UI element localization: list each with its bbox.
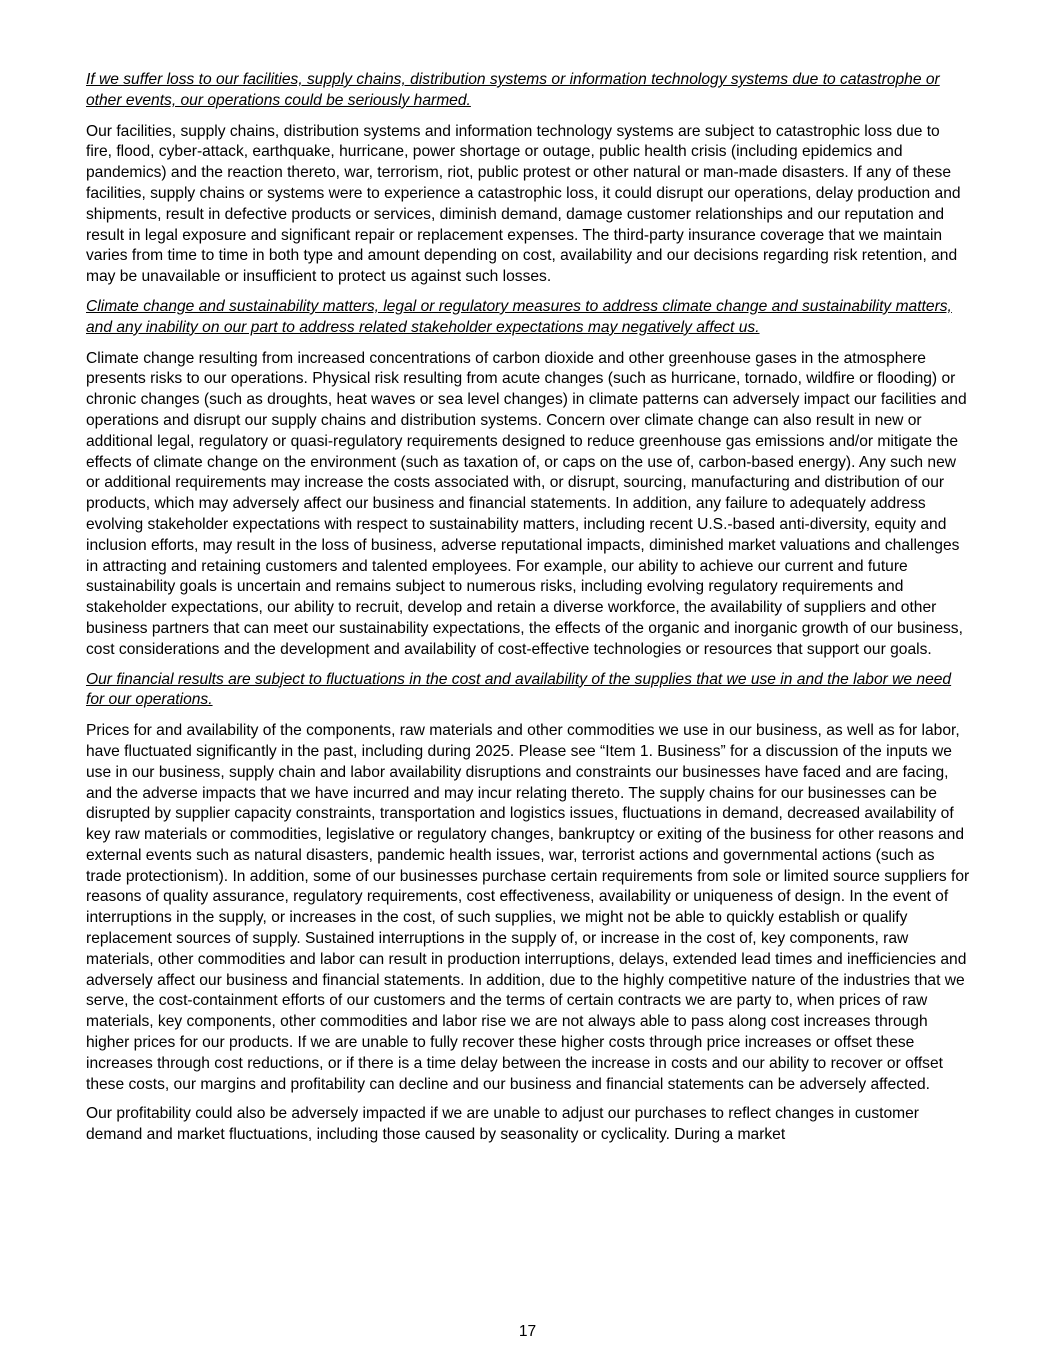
section-paragraph: Our profitability could also be adversely impacted if we are unable to adjust our purchases to reflect changes in customer demand and market fluctuations, including those caused by seasonality or cyclicality. During a market [86,1105,919,1144]
document-page [86,70,970,1146]
section-facilities-risk [86,70,970,288]
section-heading: If we suffer loss to our facilities, supply chains, distribution systems or information technology systems due to catastrophe or other events, our operations could be seriously harmed. [86,71,940,109]
section-paragraph: Prices for and availability of the components, raw materials and other commodities we use in our business, as well as for labor, have fluctuated significantly in the past, including during 2025. Please see “Item 1. Business” for a discussion of the inputs we use in our business, supply chain and labor availability disruptions and constraints our businesses have faced and are facing, and the adverse impacts that we have incurred and may incur relating thereto. The supply chains for our businesses can be disrupted by supplier capacity constraints, transportation and logistics issues, fluctuations in demand, decreased availability of key raw materials or commodities, legislative or regulatory changes, bankruptcy or exiting of the business for other reasons and external events such as natural disasters, pandemic health issues, war, terrorist actions and governmental actions (such as trade protectionism). In addition, some of our businesses purchase certain requirements from sole or limited source suppliers for reasons of quality assurance, regulatory requirements, cost effectiveness, availability or uniqueness of design. In the event of interruptions in the supply, or increases in the cost, of such supplies, we might not be able to quickly establish or qualify replacement sources of supply. Sustained interruptions in the supply of, or increase in the cost of, key components, raw materials, other commodities and labor can result in production interruptions, delays, extended lead times and inefficiencies and adversely affect our business and financial statements. In addition, due to the highly competitive nature of the industries that we serve, the cost-containment efforts of our customers and the terms of certain contracts we are party to, when prices of raw materials, key components, other commodities and labor rise we are not always able to pass along cost increases through higher prices for our products. If we are unable to fully recover these higher costs through price increases or offset these increases through cost reductions, or if there is a time delay between the increase in costs and our ability to recover or offset these costs, our margins and profitability can decline and our business and financial statements can be adversely affected. [86,722,970,1093]
section-climate-risk [86,297,970,661]
page-number: 17 [518,1323,537,1340]
section-heading: Our financial results are subject to fluctuations in the cost and availability of the supplies that we use in and the labor we need for our operations. [86,670,952,709]
section-paragraph: Our facilities, supply chains, distribution systems and information technology systems are subject to catastrophic loss due to fire, flood, cyber-attack, earthquake, hurricane, power shortage or outage, public health crisis (including epidemics and pandemics) and the reaction thereto, war, terrorism, riot, public protest or other natural or man-made disasters. If any of these facilities, supply chains or systems were to experience a catastrophic loss, it could disrupt our operations, delay production and shipments, result in defective products or services, diminish demand, damage customer relationships and our reputation and result in legal exposure and significant repair or replacement expenses. The third-party insurance coverage that we maintain varies from time to time in both type and amount depending on cost, availability and our decisions regarding risk retention, and may be unavailable or insufficient to protect us against such losses. [86,122,961,286]
section-paragraph: Climate change resulting from increased concentrations of carbon dioxide and other greenhouse gases in the atmosphere presents risks to our operations. Physical risk resulting from acute changes (such as hurricane, tornado, wildfire or flooding) or chronic changes (such as droughts, heat waves or sea level changes) in climate patterns can adversely impact our facilities and operations and disrupt our supply chains and distribution systems. Concern over climate change can also result in new or additional legal, regulatory or quasi-regulatory requirements designed to reduce greenhouse gas emissions and/or mitigate the effects of climate change on the environment (such as taxation of, or caps on the use of, carbon-based energy). Any such new or additional requirements may increase the costs associated with, or disrupt, sourcing, manufacturing and distribution of our products, which may adversely affect our business and financial statements. In addition, any failure to adequately address evolving stakeholder expectations with respect to sustainability matters, including recent U.S.-based anti-diversity, equity and inclusion efforts, may result in the loss of business, adverse reputational impacts, diminished market valuations and challenges in attracting and retaining customers and talented employees. For example, our ability to achieve our current and future sustainability goals is uncertain and remains subject to numerous risks, including evolving regulatory requirements and stakeholder expectations, our ability to recruit, develop and retain a diverse workforce, the availability of suppliers and other business partners that can meet our sustainability expectations, the effects of the organic and inorganic growth of our business, cost considerations and the development and availability of cost-effective technologies or resources that support our goals. [86,349,967,658]
section-heading: Climate change and sustainability matters, legal or regulatory measures to address climate change and sustainability matters, and any inability on our part to address related stakeholder expectations may negatively affect us. [86,297,952,336]
section-supply-cost-risk [86,670,970,1147]
